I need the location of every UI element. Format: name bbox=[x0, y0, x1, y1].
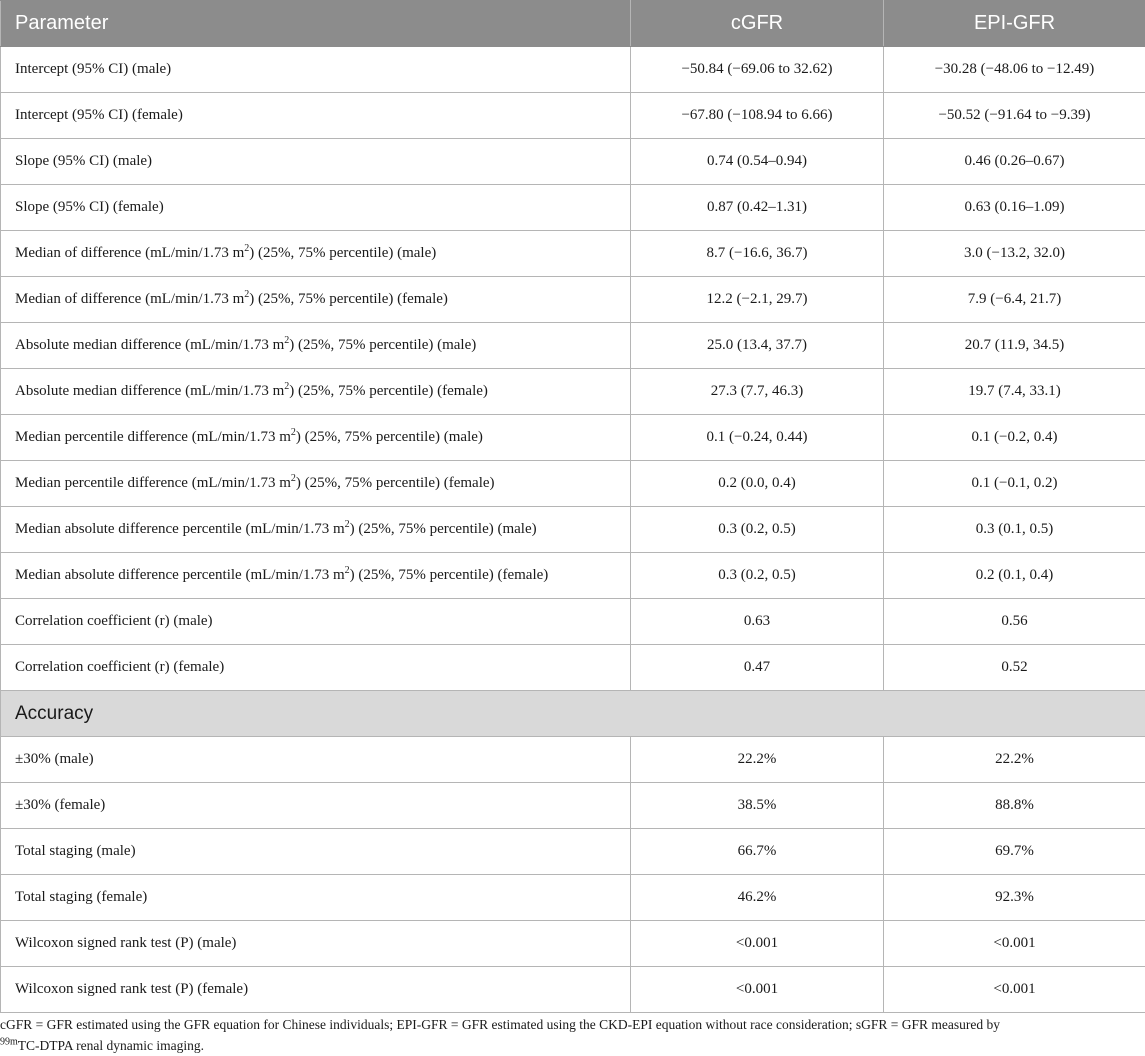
row-parameter-label bbox=[1, 553, 631, 599]
row-cgfr-value: 0.3 (0.2, 0.5) bbox=[631, 553, 884, 599]
row-cgfr-value: 25.0 (13.4, 37.7) bbox=[631, 323, 884, 369]
row-epi-gfr-value: −50.52 (−91.64 to −9.39) bbox=[884, 93, 1145, 139]
row-parameter-label: Intercept (95% CI) (male) bbox=[1, 47, 631, 93]
label-prefix: Absolute median difference (mL/min/ bbox=[15, 337, 243, 353]
table-row bbox=[1, 277, 1145, 323]
row-epi-gfr-value: 0.52 bbox=[884, 645, 1145, 691]
row-parameter-label: Wilcoxon signed rank test (P) (female) bbox=[1, 967, 631, 1013]
row-cgfr-value: 0.87 (0.42–1.31) bbox=[631, 185, 884, 231]
unit-superscript: 2 bbox=[345, 519, 350, 530]
row-parameter-label: Correlation coefficient (r) (male) bbox=[1, 599, 631, 645]
unit-superscript: 2 bbox=[244, 289, 249, 300]
row-epi-gfr-value: 0.1 (−0.1, 0.2) bbox=[884, 461, 1145, 507]
header-cgfr: cGFR bbox=[631, 1, 884, 47]
row-epi-gfr-value: 92.3% bbox=[884, 875, 1145, 921]
label-suffix: ) (25%, 75% percentile) (male) bbox=[249, 245, 436, 261]
row-parameter-label: Intercept (95% CI) (female) bbox=[1, 93, 631, 139]
table-row bbox=[1, 461, 1145, 507]
table-row bbox=[1, 93, 1145, 139]
table-row bbox=[1, 737, 1145, 783]
label-prefix: Median percentile difference (mL/min/ bbox=[15, 429, 249, 445]
row-parameter-label bbox=[1, 461, 631, 507]
row-parameter-label bbox=[1, 415, 631, 461]
row-parameter-label: Slope (95% CI) (male) bbox=[1, 139, 631, 185]
row-cgfr-value: 46.2% bbox=[631, 875, 884, 921]
row-parameter-label: Wilcoxon signed rank test (P) (male) bbox=[1, 921, 631, 967]
row-epi-gfr-value: 3.0 (−13.2, 32.0) bbox=[884, 231, 1145, 277]
row-cgfr-value: −67.80 (−108.94 to 6.66) bbox=[631, 93, 884, 139]
section-row-accuracy bbox=[1, 691, 1145, 737]
row-parameter-label: Slope (95% CI) (female) bbox=[1, 185, 631, 231]
label-prefix: Median of difference (mL/min/ bbox=[15, 291, 203, 307]
row-cgfr-value: 0.63 bbox=[631, 599, 884, 645]
label-suffix: ) (25%, 75% percentile) (female) bbox=[289, 383, 488, 399]
footnote-text-tail: TC-DTPA renal dynamic imaging. bbox=[18, 1038, 204, 1053]
label-prefix: Median percentile difference (mL/min/ bbox=[15, 475, 249, 491]
unit-superscript: 2 bbox=[345, 565, 350, 576]
table-row bbox=[1, 829, 1145, 875]
row-cgfr-value: 22.2% bbox=[631, 737, 884, 783]
row-cgfr-value: <0.001 bbox=[631, 921, 884, 967]
unit-base: 1.73 m bbox=[243, 337, 285, 353]
table-row bbox=[1, 599, 1145, 645]
section-label-accuracy: Accuracy bbox=[1, 691, 1145, 737]
unit-superscript: 2 bbox=[244, 243, 249, 254]
row-parameter-label: ±30% (female) bbox=[1, 783, 631, 829]
row-parameter-label: Total staging (male) bbox=[1, 829, 631, 875]
table-footnote bbox=[0, 1014, 1140, 1056]
table-row bbox=[1, 369, 1145, 415]
row-parameter-label bbox=[1, 277, 631, 323]
unit-base: 1.73 m bbox=[249, 475, 291, 491]
row-parameter-label bbox=[1, 369, 631, 415]
row-epi-gfr-value: 0.2 (0.1, 0.4) bbox=[884, 553, 1145, 599]
unit-base: 1.73 m bbox=[203, 245, 245, 261]
table-row bbox=[1, 47, 1145, 93]
footnote-isotope-superscript: 99m bbox=[0, 1037, 18, 1048]
label-suffix: ) (25%, 75% percentile) (male) bbox=[289, 337, 476, 353]
unit-superscript: 2 bbox=[291, 427, 296, 438]
row-cgfr-value: 38.5% bbox=[631, 783, 884, 829]
table-header-row bbox=[1, 1, 1145, 47]
unit-base: 1.73 m bbox=[303, 567, 345, 583]
label-suffix: ) (25%, 75% percentile) (female) bbox=[249, 291, 448, 307]
row-cgfr-value: 0.2 (0.0, 0.4) bbox=[631, 461, 884, 507]
table-row bbox=[1, 921, 1145, 967]
row-epi-gfr-value: 7.9 (−6.4, 21.7) bbox=[884, 277, 1145, 323]
table-row bbox=[1, 185, 1145, 231]
label-prefix: Median absolute difference percentile (mL/min/ bbox=[15, 567, 303, 583]
table-row bbox=[1, 553, 1145, 599]
table-row bbox=[1, 967, 1145, 1013]
table-row bbox=[1, 415, 1145, 461]
row-epi-gfr-value: 19.7 (7.4, 33.1) bbox=[884, 369, 1145, 415]
unit-base: 1.73 m bbox=[243, 383, 285, 399]
label-prefix: Median absolute difference percentile (mL/min/ bbox=[15, 521, 303, 537]
row-epi-gfr-value: 0.3 (0.1, 0.5) bbox=[884, 507, 1145, 553]
table-row bbox=[1, 323, 1145, 369]
row-cgfr-value: <0.001 bbox=[631, 967, 884, 1013]
unit-superscript: 2 bbox=[291, 473, 296, 484]
row-cgfr-value: 0.47 bbox=[631, 645, 884, 691]
header-epi-gfr: EPI-GFR bbox=[884, 1, 1145, 47]
footnote-text: cGFR = GFR estimated using the GFR equation for Chinese individuals; EPI-GFR = GFR estimated using the CKD-EPI equation without race consideration; sGFR = GFR measured by bbox=[0, 1017, 1000, 1032]
table-row bbox=[1, 645, 1145, 691]
row-epi-gfr-value: <0.001 bbox=[884, 921, 1145, 967]
row-epi-gfr-value: 22.2% bbox=[884, 737, 1145, 783]
label-suffix: ) (25%, 75% percentile) (male) bbox=[296, 429, 483, 445]
header-parameter: Parameter bbox=[1, 1, 631, 47]
row-epi-gfr-value: 0.46 (0.26–0.67) bbox=[884, 139, 1145, 185]
row-cgfr-value: 12.2 (−2.1, 29.7) bbox=[631, 277, 884, 323]
row-cgfr-value: 8.7 (−16.6, 36.7) bbox=[631, 231, 884, 277]
row-cgfr-value: 0.74 (0.54–0.94) bbox=[631, 139, 884, 185]
unit-base: 1.73 m bbox=[203, 291, 245, 307]
row-epi-gfr-value: <0.001 bbox=[884, 967, 1145, 1013]
label-suffix: ) (25%, 75% percentile) (female) bbox=[296, 475, 495, 491]
unit-base: 1.73 m bbox=[249, 429, 291, 445]
row-parameter-label: ±30% (male) bbox=[1, 737, 631, 783]
row-epi-gfr-value: 20.7 (11.9, 34.5) bbox=[884, 323, 1145, 369]
table-row bbox=[1, 875, 1145, 921]
row-cgfr-value: 0.3 (0.2, 0.5) bbox=[631, 507, 884, 553]
row-parameter-label: Total staging (female) bbox=[1, 875, 631, 921]
table-row bbox=[1, 507, 1145, 553]
row-parameter-label bbox=[1, 323, 631, 369]
row-parameter-label bbox=[1, 507, 631, 553]
row-cgfr-value: −50.84 (−69.06 to 32.62) bbox=[631, 47, 884, 93]
label-prefix: Absolute median difference (mL/min/ bbox=[15, 383, 243, 399]
row-cgfr-value: 66.7% bbox=[631, 829, 884, 875]
table-row bbox=[1, 139, 1145, 185]
unit-superscript: 2 bbox=[284, 335, 289, 346]
row-cgfr-value: 0.1 (−0.24, 0.44) bbox=[631, 415, 884, 461]
row-epi-gfr-value: 88.8% bbox=[884, 783, 1145, 829]
label-suffix: ) (25%, 75% percentile) (female) bbox=[350, 567, 549, 583]
row-cgfr-value: 27.3 (7.7, 46.3) bbox=[631, 369, 884, 415]
row-epi-gfr-value: 0.1 (−0.2, 0.4) bbox=[884, 415, 1145, 461]
row-parameter-label: Correlation coefficient (r) (female) bbox=[1, 645, 631, 691]
label-suffix: ) (25%, 75% percentile) (male) bbox=[350, 521, 537, 537]
row-epi-gfr-value: 0.63 (0.16–1.09) bbox=[884, 185, 1145, 231]
row-epi-gfr-value: −30.28 (−48.06 to −12.49) bbox=[884, 47, 1145, 93]
label-prefix: Median of difference (mL/min/ bbox=[15, 245, 203, 261]
unit-base: 1.73 m bbox=[303, 521, 345, 537]
row-epi-gfr-value: 0.56 bbox=[884, 599, 1145, 645]
unit-superscript: 2 bbox=[284, 381, 289, 392]
table-row bbox=[1, 783, 1145, 829]
table-row bbox=[1, 231, 1145, 277]
row-epi-gfr-value: 69.7% bbox=[884, 829, 1145, 875]
row-parameter-label bbox=[1, 231, 631, 277]
